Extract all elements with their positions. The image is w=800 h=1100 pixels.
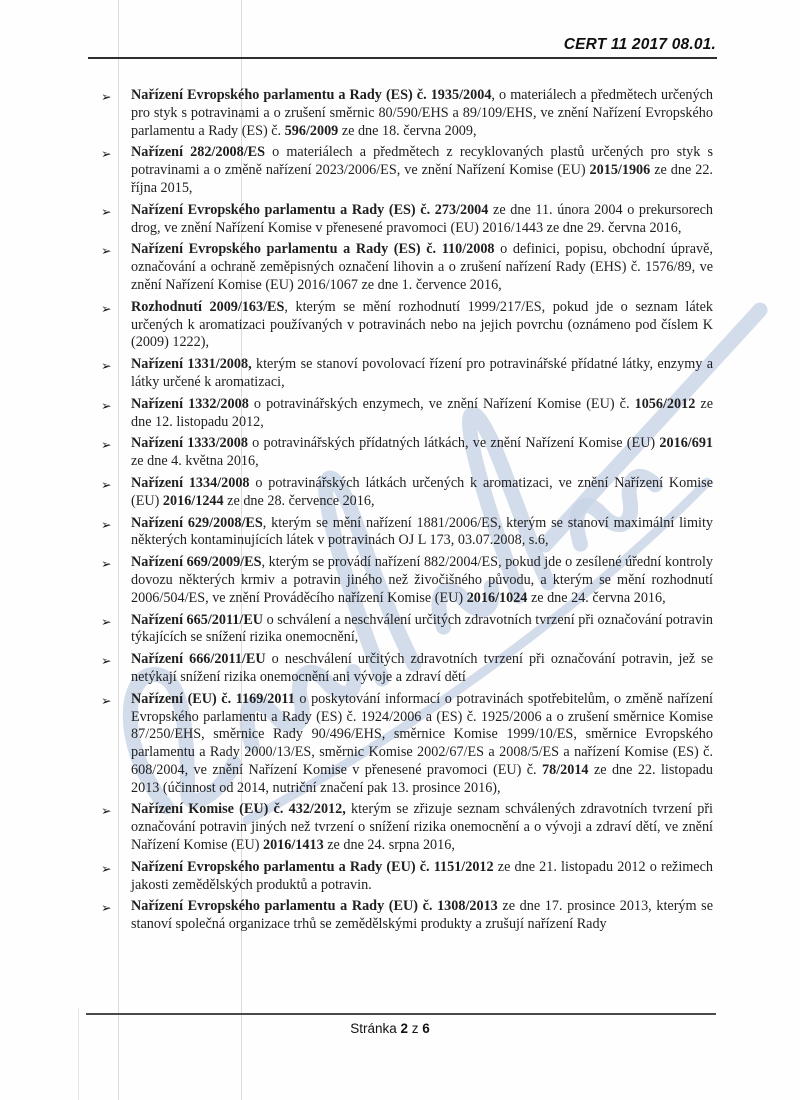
list-item-text: Nařízení 282/2008/ES o materiálech a předmětech z recyklovaných plastů určených pro styk s potravinami a o změně nařízení 2023/2006/ES, ve znění Nařízení Komise (EU) 2015/1906 ze dne 22. října 2015, — [131, 144, 713, 196]
regulation-list — [101, 87, 713, 938]
list-item-text: Nařízení Evropského parlamentu a Rady (ES) č. 273/2004 ze dne 11. února 2004 o prekursorech drog, ve znění Nařízení Komise v přenesené pravomoci (EU) 2016/1443 ze dne 29. června 2016, — [131, 201, 713, 236]
bullet-arrow-icon: ➢ — [101, 556, 112, 572]
bullet-arrow-icon: ➢ — [101, 476, 112, 492]
list-item — [101, 554, 713, 607]
list-item — [101, 396, 713, 432]
list-item — [101, 356, 713, 392]
bullet-arrow-icon: ➢ — [101, 397, 112, 413]
document-header-code: CERT 11 2017 08.01. — [563, 36, 716, 53]
footer-label: Stránka — [350, 1021, 397, 1036]
bullet-arrow-icon: ➢ — [101, 300, 112, 316]
list-item-text: Nařízení Evropského parlamentu a Rady (EU) č. 1151/2012 ze dne 21. listopadu 2012 o režimech jakosti zemědělských produktů a potravin. — [131, 858, 713, 893]
footer-rule — [86, 1013, 716, 1015]
list-item-text: Nařízení Evropského parlamentu a Rady (ES) č. 110/2008 o definici, popisu, obchodní úpravě, označování a ochraně zeměpisných označení lihovin a o zrušení nařízení Rady (EHS) č. 1576/89, ve znění Nařízení Komise (EU) 2016/1067 ze dne 1. července 2016, — [131, 241, 713, 293]
footer-page-number: 2 — [400, 1021, 408, 1036]
list-item — [101, 801, 713, 854]
bullet-arrow-icon: ➢ — [101, 243, 112, 259]
bullet-arrow-icon: ➢ — [101, 89, 112, 104]
list-item — [101, 515, 713, 551]
bullet-arrow-icon: ➢ — [101, 203, 112, 219]
list-item — [101, 144, 713, 197]
list-item-text: Nařízení 629/2008/ES, kterým se mění nařízení 1881/2006/ES, kterým se stanoví maximální limity některých kontaminujících látek v potravinách OJ L 173, 03.07.2008, s.6, — [131, 514, 713, 549]
list-item — [101, 859, 713, 895]
list-item-text: Nařízení Komise (EU) č. 432/2012, kterým se zřizuje seznam schválených zdravotních tvrzení při označování potravin jiných než tvrzení o snížení rizika onemocnění a o vývoji a zdraví dětí, ve znění Nařízení Komise (EU) 2016/1413 ze dne 24. srpna 2016, — [131, 801, 713, 854]
list-item — [101, 475, 713, 511]
list-item-text: Rozhodnutí 2009/163/ES, kterým se mění rozhodnutí 1999/217/ES, pokud jde o seznam látek určených k aromatizaci používaných v potravinách nebo na jejich povrchu (oznámeno pod číslem K (2009) 1222), — [131, 298, 713, 351]
bullet-arrow-icon: ➢ — [101, 146, 112, 162]
bullet-arrow-icon: ➢ — [101, 692, 112, 708]
bullet-arrow-icon: ➢ — [101, 860, 112, 876]
footer-separator: z — [411, 1021, 419, 1036]
list-item-text: Nařízení 1331/2008, kterým se stanoví povolovací řízení pro potravinářské přídatné látky, enzymy a látky určené k aromatizaci, — [131, 356, 713, 390]
page-footer — [0, 1021, 780, 1036]
list-item-text: Nařízení 1334/2008 o potravinářských látkách určených k aromatizaci, ve znění Nařízení Komise (EU) 2016/1244 ze dne 28. července 2016, — [131, 474, 713, 509]
bullet-arrow-icon: ➢ — [101, 613, 112, 629]
bullet-arrow-icon: ➢ — [101, 437, 112, 453]
list-item — [101, 87, 713, 140]
list-item-text: Nařízení 666/2011/EU o neschválení určitých zdravotních tvrzení při označování potravin, jež se netýkají snížení rizika onemocnění ani vývoje a zdraví dětí — [131, 651, 713, 685]
list-item-text: Nařízení (EU) č. 1169/2011 o poskytování informací o potravinách spotřebitelům, o změně nařízení Evropského parlamentu a Rady (ES) č. 1924/2006 a (ES) č. 1925/2006 a o zrušení směrnice Komise 87/250/EHS, směrnice Rady 90/496/EHS, směrnice Komise 1999/10/ES, směrnice Evropského parlamentu a Rady 2000/13/ES, směrnic Komise 2002/67/ES a 2008/5/ES a nařízení Komise (ES) č. 608/2004, ve znění Nařízení Komise v přenesené pravomoci (EU) č. 78/2014 ze dne 22. listopadu 2013 (účinnost od 2014, nutriční značení pak 13. prosince 2016), — [131, 690, 713, 796]
list-item-text: Nařízení 669/2009/ES, kterým se provádí nařízení 882/2004/ES, pokud jde o zesílené úřední kontroly dovozu některých krmiv a potravin jiného než živočišného původu, a kterým se mění rozhodnutí 2006/504/ES, ve znění Prováděcího nařízení Komise (EU) 2016/1024 ze dne 24. června 2016, — [131, 554, 713, 606]
list-item — [101, 202, 713, 238]
list-item-text: Nařízení 1332/2008 o potravinářských enzymech, ve znění Nařízení Komise (EU) č. 1056/2012 ze dne 12. listopadu 2012, — [131, 395, 713, 430]
bullet-arrow-icon: ➢ — [101, 516, 112, 532]
header-rule — [88, 57, 717, 59]
list-item — [101, 898, 713, 934]
bullet-arrow-icon: ➢ — [101, 900, 112, 916]
list-item — [101, 435, 713, 471]
bullet-arrow-icon: ➢ — [101, 358, 112, 374]
bullet-arrow-icon: ➢ — [101, 653, 112, 669]
list-item — [101, 691, 713, 798]
list-item-text: Nařízení 665/2011/EU o schválení a neschválení určitých zdravotních tvrzení při označování potravin týkajících se snížení rizika onemocnění, — [131, 611, 713, 646]
list-item — [101, 241, 713, 294]
bullet-arrow-icon: ➢ — [101, 803, 112, 819]
list-item-text: Nařízení 1333/2008 o potravinářských přídatných látkách, ve znění Nařízení Komise (EU) 2016/691 ze dne 4. května 2016, — [131, 435, 714, 470]
list-item — [101, 612, 713, 648]
footer-total-pages: 6 — [422, 1021, 430, 1036]
list-item — [101, 651, 713, 687]
list-item-text: Nařízení Evropského parlamentu a Rady (ES) č. 1935/2004, o materiálech a předmětech určených pro styk s potravinami a o zrušení směrnic 80/590/EHS a 89/109/EHS, ve znění Nařízení Evropského parlamentu a Rady (ES) č. 596/2009 ze dne 18. června 2009, — [131, 87, 713, 139]
list-item — [101, 299, 713, 352]
list-item-text: Nařízení Evropského parlamentu a Rady (EU) č. 1308/2013 ze dne 17. prosince 2013, kterým se stanoví společná organizace trhů se zemědělskými produkty a zrušují nařízení Rady — [131, 898, 713, 933]
